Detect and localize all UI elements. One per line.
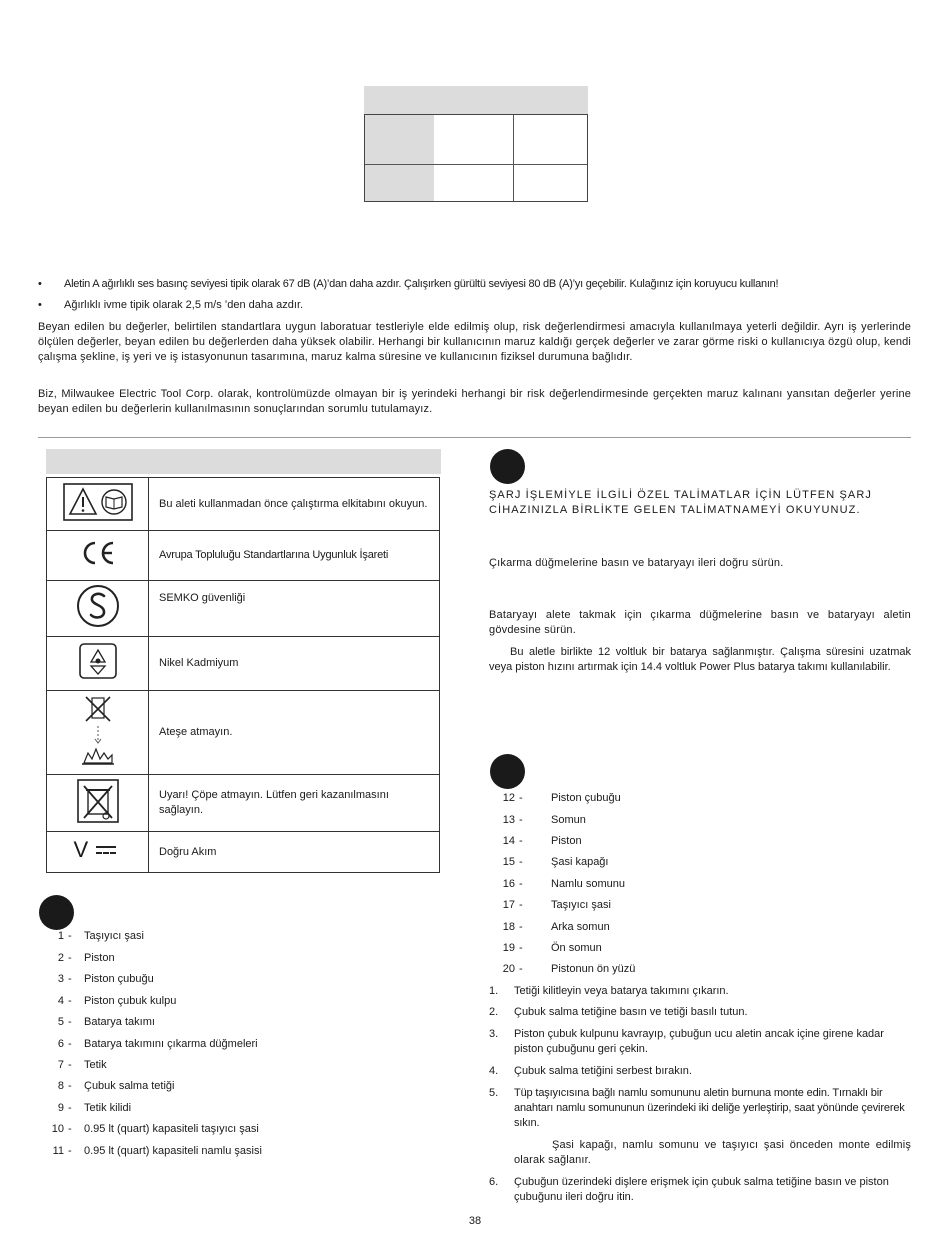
list-item [48, 1037, 348, 1051]
item-dash: - [68, 930, 72, 942]
item-label: Tetik kilidi [84, 1102, 132, 1114]
symbols-table [46, 477, 440, 873]
list-item [48, 1079, 348, 1093]
list-item [499, 941, 799, 955]
figure-marker [490, 449, 525, 484]
list-item [499, 898, 799, 912]
item-label: Çubuk salma tetiği [84, 1080, 175, 1092]
symbol-description: Bu aleti kullanmadan önce çalıştırma elkitabını okuyun. [149, 478, 440, 531]
step-5-note: Şasi kapağı, namlu somunu ve taşıyıcı şasi önceden monte edilmiş olarak sağlanır. [514, 1139, 911, 1166]
warning-manual-icon [63, 483, 133, 521]
symbol-description: Doğru Akım [149, 832, 440, 873]
install-battery-text: Bataryayı alete takmak için çıkarma düğmelerine basın ve bataryayı aletin gövdesine sürün. [489, 609, 911, 636]
symbol-row [47, 691, 440, 775]
item-number: 11 [52, 1145, 64, 1157]
symbol-icon-cell [47, 691, 149, 775]
item-label: Arka somun [551, 921, 610, 933]
list-item [48, 929, 348, 943]
list-item [499, 877, 799, 891]
symbol-description: Avrupa Topluluğu Standartlarına Uygunluk İşareti [149, 531, 440, 581]
step-3 [489, 1027, 913, 1057]
figure-marker [490, 754, 525, 789]
item-label: Taşıyıcı şasi [84, 930, 144, 942]
item-dash: - [68, 1123, 72, 1135]
step-number: 5. [489, 1087, 499, 1099]
item-label: Tetik [84, 1059, 107, 1071]
item-dash: - [519, 835, 523, 847]
step-text: Tetiği kilitleyin veya batarya takımını çıkarın. [514, 985, 729, 997]
item-label: Piston çubuk kulpu [84, 995, 177, 1007]
symbol-row [47, 775, 440, 832]
bullet-noise-text: Aletin A ağırlıklı ses basınç seviyesi tipik olarak 67 dB (A)’dan daha azdır. Çalışırken gürültü seviyesi 80 dB (A)’yı geçebilir. Kulağınız için koruyucu kullanın! [64, 278, 779, 290]
list-item [48, 972, 348, 986]
step-text: Çubuğun üzerindeki dişlere erişmek için çubuk salma tetiğine basın ve piston çubuğunu ileri doğru itin. [514, 1176, 889, 1203]
item-number: 5 [57, 1016, 64, 1028]
symbol-icon-cell [47, 478, 149, 531]
list-item [48, 994, 348, 1008]
item-number: 12 [502, 792, 515, 804]
symbol-icon-cell [47, 581, 149, 637]
symbol-description: Nikel Kadmiyum [149, 637, 440, 691]
list-item [499, 813, 799, 827]
item-number: 19 [502, 942, 515, 954]
spec-table [364, 114, 588, 202]
item-label: Batarya takımı [84, 1016, 155, 1028]
step-4 [489, 1064, 913, 1079]
item-number: 9 [57, 1102, 64, 1114]
item-number: 8 [57, 1080, 64, 1092]
step-text: Tüp taşıyıcısına bağlı namlu somununu aletin burnuna monte edin. Tırnaklı bir anahtarı namlu somununun üzerindeki iki deliğe yerleştirip, saat yönünde çevirerek sıkın. [514, 1087, 905, 1129]
crossed-bin-icon [76, 778, 120, 824]
bullet-vibration [38, 298, 918, 312]
symbol-row [47, 637, 440, 691]
item-label: Namlu somunu [551, 878, 625, 890]
item-dash: - [519, 942, 523, 954]
semko-icon [75, 583, 121, 629]
remove-battery-text: Çıkarma düğmelerine basın ve bataryayı ileri doğru sürün. [489, 557, 784, 569]
page-number: 38 [468, 1215, 482, 1227]
list-item [499, 962, 799, 976]
symbol-row [47, 581, 440, 637]
symbol-description: Ateşe atmayın. [149, 691, 440, 775]
bullet-noise [38, 277, 918, 291]
list-item [48, 951, 348, 965]
symbol-description: SEMKO güvenliği [149, 581, 440, 637]
item-number: 20 [502, 963, 515, 975]
list-item [499, 855, 799, 869]
liability-paragraph: Biz, Milwaukee Electric Tool Corp. olarak, kontrolümüzde olmayan bir iş yerindeki herhangi bir risk değerlendirmesinde gerçekten maruz kalınanı yansıtan değerler yerine beyan edilen bu değerlerin kullanılmasının sonuçlarından sorumlu tutulamayız. [38, 388, 911, 415]
step-number: 2. [489, 1006, 499, 1018]
item-label: Piston [551, 835, 582, 847]
item-label: Piston çubuğu [551, 792, 621, 804]
spec-table-header [364, 86, 588, 114]
section-divider [38, 437, 911, 438]
symbol-row [47, 531, 440, 581]
item-label: Somun [551, 814, 586, 826]
spec-table-row-divider [365, 164, 587, 165]
item-number: 17 [502, 899, 515, 911]
symbol-icon-cell [47, 832, 149, 873]
item-label: Piston [84, 952, 115, 964]
item-label: Taşıyıcı şasi [551, 899, 611, 911]
item-number: 14 [502, 835, 515, 847]
item-dash: - [68, 1080, 72, 1092]
item-label: Piston çubuğu [84, 973, 154, 985]
item-dash: - [519, 814, 523, 826]
battery-note: Bu aletle birlikte 12 voltluk bir batarya sağlanmıştır. Çalışma süresini uzatmak veya piston hızını artırmak için 14.4 voltluk Power Plus batarya takımı kullanılabilir. [489, 646, 911, 673]
symbol-row [47, 832, 440, 873]
item-number: 6 [57, 1038, 64, 1050]
spec-table-label-column [365, 115, 434, 201]
item-dash: - [68, 952, 72, 964]
item-dash: - [68, 973, 72, 985]
item-dash: - [519, 963, 523, 975]
list-item [499, 834, 799, 848]
item-dash: - [519, 899, 523, 911]
item-dash: - [68, 1038, 72, 1050]
step-number: 1. [489, 985, 499, 997]
item-dash: - [68, 1102, 72, 1114]
nicad-recycle-icon [78, 641, 118, 681]
step-text: Çubuk salma tetiğini serbest bırakın. [514, 1065, 692, 1077]
item-dash: - [519, 878, 523, 890]
symbol-row [47, 478, 440, 531]
item-number: 7 [57, 1059, 64, 1071]
step-number: 3. [489, 1028, 499, 1040]
list-item [48, 1015, 348, 1029]
item-dash: - [519, 921, 523, 933]
symbol-icon-cell [47, 531, 149, 581]
declaration-paragraph: Beyan edilen bu değerler, belirtilen standartlara uygun laboratuar testleriyle elde edilmiş olup, risk değerlendirmesi amacıyla kullanılmaya yeterli değildir. Ayrı iş yerlerinde ölçülen değerler, beyan edilen bu değerlerden daha yüksek olabilir. Herhangi bir kullanıcının maruz kaldığı gerçek değerler ve zarar görme riski o kullanıcıya özgü olup, kendi çalışma şekline, iş yeri ve iş istasyonunun tasarımına, maruz kalma süresine ve kullanıcının fiziksel durumuna bağlıdır. [38, 321, 911, 363]
bullet-dot: • [38, 299, 42, 311]
step-1 [489, 984, 913, 999]
item-number: 13 [502, 814, 515, 826]
list-item [499, 920, 799, 934]
step-6 [489, 1175, 913, 1205]
list-item [48, 1058, 348, 1072]
item-label: Batarya takımını çıkarma düğmeleri [84, 1038, 258, 1050]
list-item [48, 1144, 348, 1158]
item-dash: - [519, 856, 523, 868]
bullet-dot: • [38, 278, 42, 290]
symbols-table-header [46, 449, 441, 474]
symbol-icon-cell [47, 775, 149, 832]
symbol-description: Uyarı! Çöpe atmayın. Lütfen geri kazanılmasını sağlayın. [149, 775, 440, 832]
symbol-icon-cell [47, 637, 149, 691]
item-number: 3 [57, 973, 64, 985]
item-number: 15 [502, 856, 515, 868]
list-item [499, 791, 799, 805]
step-text: Piston çubuk kulpunu kavrayıp, çubuğun ucu aletin ancak içine girene kadar piston çubuğunu geri çekin. [514, 1028, 884, 1055]
item-label: 0.95 lt (quart) kapasiteli namlu şasisi [84, 1145, 262, 1157]
list-item [48, 1101, 348, 1115]
volt-letter: V [73, 836, 89, 862]
item-label: Şasi kapağı [551, 856, 609, 868]
item-dash: - [68, 1016, 72, 1028]
item-label: Ön somun [551, 942, 602, 954]
figure-marker [39, 895, 74, 930]
ce-mark-icon [78, 538, 118, 568]
step-text: Çubuk salma tetiğine basın ve tetiği basılı tutun. [514, 1006, 748, 1018]
item-dash: - [68, 1145, 72, 1157]
list-item [48, 1122, 348, 1136]
no-fire-icon [78, 693, 118, 767]
step-2 [489, 1005, 913, 1020]
item-number: 10 [51, 1123, 64, 1135]
item-label: 0.95 lt (quart) kapasiteli taşıyıcı şasi [84, 1123, 259, 1135]
item-number: 4 [57, 995, 64, 1007]
direct-current-icon [72, 837, 124, 863]
item-number: 18 [502, 921, 515, 933]
item-number: 1 [57, 930, 64, 942]
charging-notice: ŞARJ İŞLEMİYLE İLGİLİ ÖZEL TALİMATLAR İÇİN LÜTFEN ŞARJ CİHAZINIZLA BİRLİKTE GELEN TALİMATNAMEYİ OKUYUNUZ. [489, 489, 872, 516]
item-number: 16 [502, 878, 515, 890]
item-number: 2 [57, 952, 64, 964]
item-dash: - [68, 995, 72, 1007]
item-label: Pistonun ön yüzü [551, 963, 636, 975]
step-number: 6. [489, 1176, 499, 1188]
spec-table-divider [513, 115, 514, 201]
item-dash: - [519, 792, 523, 804]
bullet-vibration-text: Ağırlıklı ivme tipik olarak 2,5 m/s ’den daha azdır. [64, 299, 304, 311]
item-dash: - [68, 1059, 72, 1071]
step-number: 4. [489, 1065, 499, 1077]
step-5 [489, 1086, 913, 1131]
